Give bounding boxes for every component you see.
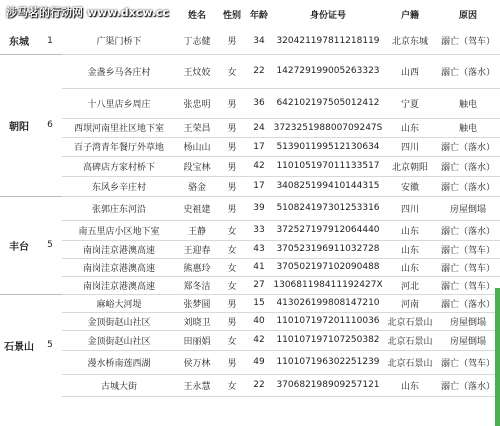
gender-cell: 女	[218, 220, 246, 240]
age-cell: 24	[246, 118, 272, 137]
age-cell: 17	[246, 137, 272, 156]
reason-cell: 溺亡（落水）	[436, 156, 500, 176]
table-row	[0, 28, 500, 54]
district-count: 5	[38, 196, 62, 294]
origin-cell: 山东	[384, 258, 436, 276]
table-row	[0, 330, 500, 350]
gender-cell: 女	[218, 240, 246, 258]
gender-cell: 女	[218, 276, 246, 294]
place-cell: 张郭庄东河沿	[62, 196, 176, 220]
reason-cell: 溺亡（驾车）	[436, 28, 500, 54]
id-cell: 370523196911032728	[272, 240, 384, 258]
district-cell: 石景山	[0, 294, 38, 396]
place-cell: 麻峪大河堤	[62, 294, 176, 312]
id-cell: 110105197011133517	[272, 156, 384, 176]
reason-cell: 溺亡（落水）	[436, 294, 500, 312]
table-row	[0, 118, 500, 137]
id-cell: 142729199005263323	[272, 54, 384, 88]
age-cell: 34	[246, 28, 272, 54]
origin-cell: 安徽	[384, 176, 436, 196]
id-cell: 340825199410144315	[272, 176, 384, 196]
name-cell: 史祖建	[176, 196, 218, 220]
origin-cell: 山西	[384, 54, 436, 88]
gender-cell: 女	[218, 258, 246, 276]
place-cell: 漫水桥南莲西湖	[62, 350, 176, 374]
gender-cell: 男	[218, 350, 246, 374]
reason-cell: 房屋倒塌	[436, 330, 500, 350]
table-row	[0, 276, 500, 294]
gender-cell: 男	[218, 137, 246, 156]
id-cell: 110107197107250382	[272, 330, 384, 350]
origin-cell: 北京石景山	[384, 350, 436, 374]
gender-cell: 女	[218, 330, 246, 350]
watermark: 涉马茗的行动网 www.dxcw.cc	[6, 6, 169, 19]
age-cell: 42	[246, 156, 272, 176]
place-cell: 金顶街赵山社区	[62, 330, 176, 350]
id-cell: 130681198411192427X	[272, 276, 384, 294]
place-cell: 高碑店方家村桥下	[62, 156, 176, 176]
name-cell: 张忠明	[176, 88, 218, 118]
place-cell: 南岗洼京港澳高速	[62, 240, 176, 258]
age-cell: 15	[246, 294, 272, 312]
gender-cell: 男	[218, 294, 246, 312]
origin-cell: 北京石景山	[384, 312, 436, 330]
table-row	[0, 258, 500, 276]
header-reason: 原因	[458, 10, 477, 21]
reason-cell: 溺亡（落水）	[436, 220, 500, 240]
header-age: 年龄	[249, 10, 268, 21]
header-origin: 户籍	[400, 10, 419, 21]
gender-cell: 男	[218, 196, 246, 220]
place-cell: 古城大街	[62, 374, 176, 396]
id-cell: 513901199512130634	[272, 137, 384, 156]
reason-cell: 房屋倒塌	[436, 312, 500, 330]
name-cell: 段宝林	[176, 156, 218, 176]
table-row	[0, 240, 500, 258]
gender-cell: 男	[218, 312, 246, 330]
name-cell: 杨山山	[176, 137, 218, 156]
name-cell: 丁志健	[176, 28, 218, 54]
id-cell: 320421197811218119	[272, 28, 384, 54]
reason-cell: 触电	[436, 88, 500, 118]
table-row	[0, 137, 500, 156]
place-cell: 百子湾青年餐厅外草地	[62, 137, 176, 156]
age-cell: 33	[246, 220, 272, 240]
district-count: 1	[47, 35, 53, 46]
name-cell: 骆金	[176, 176, 218, 196]
table-row	[0, 88, 500, 118]
table-row	[0, 312, 500, 330]
origin-cell: 山东	[384, 240, 436, 258]
name-cell: 王荣昌	[176, 118, 218, 137]
origin-cell: 北京石景山	[384, 330, 436, 350]
origin-cell: 四川	[384, 196, 436, 220]
place-cell: 金盏乡马各庄村	[62, 54, 176, 88]
age-cell: 27	[246, 276, 272, 294]
id-cell: 110107197201110036	[272, 312, 384, 330]
origin-cell: 北京朝阳	[384, 156, 436, 176]
age-cell: 22	[246, 54, 272, 88]
age-cell: 22	[246, 374, 272, 396]
age-cell: 43	[246, 240, 272, 258]
place-cell: 广渠门桥下	[62, 28, 176, 54]
name-cell: 张梦圆	[176, 294, 218, 312]
name-cell: 王迎春	[176, 240, 218, 258]
id-cell: 370682198909257121	[272, 374, 384, 396]
gender-cell: 女	[218, 374, 246, 396]
gender-cell: 女	[218, 54, 246, 88]
origin-cell: 山东	[384, 374, 436, 396]
header-id: 身份证号	[309, 10, 346, 21]
id-cell: 642102197505012412	[272, 88, 384, 118]
age-cell: 17	[246, 176, 272, 196]
id-cell: 413026199808147210	[272, 294, 384, 312]
place-cell: 东风乡辛庄村	[62, 176, 176, 196]
origin-cell: 北京东城	[384, 28, 436, 54]
table-row	[0, 294, 500, 312]
place-cell: 金顶街赵山社区	[62, 312, 176, 330]
name-cell: 熊惠玲	[176, 258, 218, 276]
name-cell: 王永慧	[176, 374, 218, 396]
scrollbar[interactable]	[495, 288, 500, 426]
table-row	[0, 220, 500, 240]
table-row	[0, 196, 500, 220]
header-gender: 性别	[222, 10, 241, 21]
id-cell: 372325198800709247S	[272, 118, 384, 137]
id-cell: 370502197102090488	[272, 258, 384, 276]
gender-cell: 男	[218, 176, 246, 196]
reason-cell: 溺亡（落水）	[436, 54, 500, 88]
name-cell: 郑冬洁	[176, 276, 218, 294]
gender-cell: 男	[218, 28, 246, 54]
table-body	[0, 28, 500, 396]
reason-cell: 溺亡（驾车）	[436, 276, 500, 294]
id-cell: 110107196302251239	[272, 350, 384, 374]
origin-cell: 四川	[384, 137, 436, 156]
reason-cell: 溺亡（落水）	[436, 137, 500, 156]
gender-cell: 男	[218, 156, 246, 176]
reason-cell: 房屋倒塌	[436, 196, 500, 220]
reason-cell: 溺亡（驾车）	[436, 350, 500, 374]
district-count: 6	[38, 54, 62, 196]
district-count: 5	[38, 294, 62, 396]
origin-cell: 河北	[384, 276, 436, 294]
place-cell: 南五里店小区地下室	[62, 220, 176, 240]
district-cell: 朝阳	[0, 54, 38, 196]
name-cell: 王静	[176, 220, 218, 240]
name-cell: 侯万林	[176, 350, 218, 374]
place-cell: 南岗洼京港澳高速	[62, 276, 176, 294]
place-cell: 十八里店乡周庄	[62, 88, 176, 118]
table-row	[0, 350, 500, 374]
name-cell: 刘晓卫	[176, 312, 218, 330]
gender-cell: 男	[218, 88, 246, 118]
district-cell: 丰台	[0, 196, 38, 294]
id-cell: 372527197912064440	[272, 220, 384, 240]
table-row	[0, 156, 500, 176]
age-cell: 49	[246, 350, 272, 374]
reason-cell: 触电	[436, 118, 500, 137]
age-cell: 41	[246, 258, 272, 276]
reason-cell: 溺亡（驾车）	[436, 240, 500, 258]
id-cell: 510824197301253316	[272, 196, 384, 220]
name-cell: 王炆姣	[176, 54, 218, 88]
origin-cell: 宁夏	[384, 88, 436, 118]
reason-cell: 溺亡（驾车）	[436, 258, 500, 276]
reason-cell: 溺亡（落水）	[436, 176, 500, 196]
table-row	[0, 374, 500, 396]
origin-cell: 山东	[384, 220, 436, 240]
header-name: 姓名	[187, 10, 206, 21]
name-cell: 田丽娟	[176, 330, 218, 350]
place-cell: 西坝河南里社区地下室	[62, 118, 176, 137]
table-row	[0, 54, 500, 88]
gender-cell: 男	[218, 118, 246, 137]
table-row	[0, 176, 500, 196]
district-cell: 东城	[9, 37, 29, 49]
place-cell: 南岗洼京港澳高速	[62, 258, 176, 276]
origin-cell: 河南	[384, 294, 436, 312]
origin-cell: 山东	[384, 118, 436, 137]
age-cell: 40	[246, 312, 272, 330]
age-cell: 36	[246, 88, 272, 118]
reason-cell: 溺亡（落水）	[436, 374, 500, 396]
age-cell: 42	[246, 330, 272, 350]
age-cell: 39	[246, 196, 272, 220]
